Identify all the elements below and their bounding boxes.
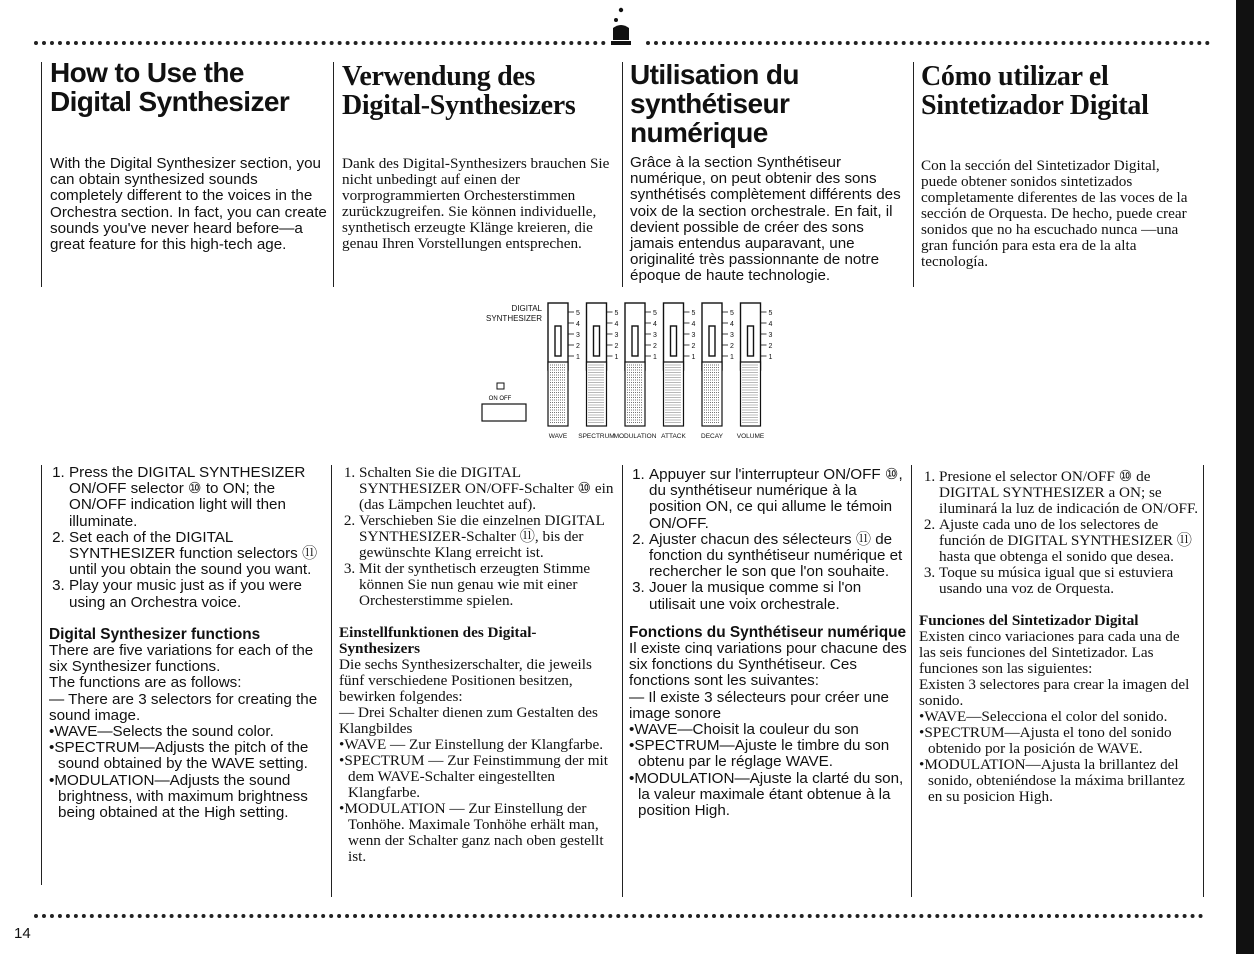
scale-mark: 1 <box>768 354 773 361</box>
scale-mark: 5 <box>730 310 734 317</box>
spanish-title-line: Cómo utilizar el <box>921 61 1109 92</box>
functions-paragraph: The functions are as follows: <box>49 674 242 692</box>
spanish-instructions <box>919 469 1199 805</box>
scale-mark: 2 <box>768 343 773 350</box>
scale-mark: 1 <box>730 354 734 361</box>
german-functions-heading: Einstellfunktionen des Digital-Synthesizers <box>339 624 537 657</box>
german-instructions <box>339 465 617 865</box>
english-title-line: How to Use the <box>50 57 244 88</box>
scale-mark: 1 <box>614 354 619 361</box>
scale-mark: 4 <box>691 321 696 328</box>
column-rule <box>622 62 623 287</box>
functions-paragraph: Il existe cinq variations pour chacune des six fonctions du Synthétiseur. Ces fonctions sont les suivantes: <box>629 640 907 690</box>
scale-mark: 4 <box>653 321 657 328</box>
functions-paragraph: — There are 3 selectors for creating the sound image. <box>49 690 318 724</box>
french-title-line: synthétiseur <box>630 88 790 119</box>
function-item: •SPECTRUM — Zur Feinstimmung der mit dem WAVE-Schalter eingestellten Klangfarbe. <box>339 752 608 801</box>
english-intro-section <box>50 58 328 253</box>
slider-base <box>587 362 607 426</box>
german-title <box>342 62 618 120</box>
page-number: 14 <box>14 925 31 942</box>
scale-mark: 3 <box>768 332 773 339</box>
step-item: 2. Set each of the DIGITAL SYNTHESIZER function selectors ⑪ until you obtain the sound you want. <box>69 530 327 579</box>
scale-mark: 3 <box>730 332 734 339</box>
german-steps <box>339 465 617 609</box>
scale-mark: 2 <box>614 343 619 350</box>
function-item: •SPECTRUM—Adjusts the pitch of the sound obtained by the WAVE setting. <box>49 739 309 773</box>
function-item: •WAVE—Choisit la couleur du son <box>629 721 859 739</box>
step-item: 2. Ajuster chacun des sélecteurs ⑪ de fonction du synthétiseur numérique et rechercher le son que l'on souhaite. <box>649 532 907 581</box>
english-instructions <box>49 465 327 821</box>
column-rule <box>41 62 42 287</box>
function-item: •MODULATION—Ajusta la brillantez del sonido, obteniéndose la máxima brillantez en su posicion High. <box>919 756 1185 805</box>
step-item: 1. Schalten Sie die DIGITAL SYNTHESIZER ON/OFF-Schalter ⑩ ein (das Lämpchen leuchtet auf). <box>359 465 617 513</box>
step-item: 1. Appuyer sur l'interrupteur ON/OFF ⑩, du synthétiseur numérique à la position ON, ce qui allume le témoin ON/OFF. <box>649 467 907 532</box>
function-item: •WAVE—Selects the sound color. <box>49 723 274 741</box>
slider-label: ATTACK <box>661 433 686 440</box>
onoff-label: ON OFF <box>488 396 512 402</box>
column-rule <box>911 465 912 897</box>
functions-paragraph: Existen cinco variaciones para cada una de las seis funciones del Sintetizador. Las funciones son las siguientes: <box>919 628 1180 677</box>
german-functions-body <box>339 657 617 865</box>
step-item: 2. Ajuste cada uno de los selectores de función de DIGITAL SYNTHESIZER ⑪ hasta que obtenga el sonido que desea. <box>939 517 1199 565</box>
panel-label-line: SYNTHESIZER <box>485 314 542 323</box>
functions-paragraph: There are five variations for each of the six Synthesizer functions. <box>49 642 314 676</box>
synthesizer-panel-diagram <box>466 296 776 448</box>
step-item: 1. Press the DIGITAL SYNTHESIZER ON/OFF selector ⑩ to ON; the ON/OFF indication light will then illuminate. <box>69 465 327 530</box>
english-title-line: Digital Synthesizer <box>50 86 290 117</box>
step-item: 3. Toque su música igual que si estuviera usando una voz de Orquesta. <box>939 565 1199 597</box>
scale-mark: 5 <box>691 310 696 317</box>
spanish-steps <box>919 469 1199 597</box>
spanish-title <box>921 62 1199 120</box>
french-intro: Grâce à la section Synthétiseur numérique, on peut obtenir des sons synthétisés complètement différents des voix de la section orchestrale. En fait, il devient possible de créer des sons jamais entendus auparavant, une originalité très passionnante de notre époque de haute technologie. <box>630 154 901 285</box>
slider-base <box>625 362 645 426</box>
slider-label: MODULATION <box>613 433 657 440</box>
english-title <box>50 58 328 116</box>
onoff-indicator-light <box>497 383 504 389</box>
scale-mark: 2 <box>691 343 696 350</box>
column-rule <box>1203 465 1204 897</box>
slider-knob <box>594 326 600 356</box>
column-rule <box>331 465 332 897</box>
column-rule <box>41 465 42 885</box>
scale-mark: 4 <box>768 321 773 328</box>
scale-mark: 1 <box>691 354 696 361</box>
german-title-line: Digital-Synthesizers <box>342 90 576 121</box>
slider-label: VOLUME <box>736 433 765 440</box>
step-item: 3. Play your music just as if you were using an Orchestra voice. <box>69 578 327 610</box>
functions-paragraph: Existen 3 selectores para crear la imagen del sonido. <box>919 676 1190 709</box>
function-item: •SPECTRUM—Ajuste le timbre du son obtenu par le réglage WAVE. <box>629 737 890 771</box>
slider-knob <box>632 326 638 356</box>
step-item: 3. Mit der synthetisch erzeugten Stimme können Sie nun genau wie mit einer Orchesterstimme spielen. <box>359 561 617 609</box>
english-functions-heading: Digital Synthesizer functions <box>49 625 261 643</box>
function-item: •MODULATION—Ajuste la clarté du son, la valeur maximale étant obtenue à la position High. <box>629 769 904 820</box>
function-item: •SPECTRUM—Ajusta el tono del sonido obtenido por la posición de WAVE. <box>919 724 1172 757</box>
scale-mark: 5 <box>653 310 657 317</box>
function-sliders <box>548 303 773 426</box>
slider-knob <box>671 326 677 356</box>
scale-mark: 4 <box>576 321 580 328</box>
binding-edge-mark <box>1236 0 1254 954</box>
scale-mark: 2 <box>576 343 580 350</box>
functions-paragraph: — Il existe 3 sélecteurs pour créer une image sonore <box>629 688 889 722</box>
scale-mark: 5 <box>614 310 619 317</box>
panel-label-line: DIGITAL <box>511 304 542 313</box>
slider-label: DECAY <box>701 433 723 440</box>
french-intro-section <box>630 60 908 285</box>
scale-mark: 5 <box>768 310 773 317</box>
synthesizer-panel-svg <box>466 296 776 448</box>
slider-knob <box>555 326 561 356</box>
function-item: •MODULATION—Adjusts the sound brightness, with maximum brightness being obtained at the High setting. <box>49 771 308 822</box>
column-rule <box>333 62 334 287</box>
french-title-line: numérique <box>630 117 768 148</box>
top-dotted-rule-left <box>34 41 606 45</box>
english-steps <box>49 465 327 611</box>
french-steps <box>629 467 907 613</box>
onoff-button <box>482 404 526 421</box>
french-functions-body <box>629 641 907 819</box>
scale-mark: 2 <box>730 343 734 350</box>
spanish-intro: Con la sección del Sintetizador Digital, puede obtener sonidos sintetizados completamente diferentes de las voces de la sección de Orquesta. De hecho, puede crear sonidos que no ha escuchado nunca —una gran función para esta era de la alta tecnología. <box>921 157 1188 270</box>
spanish-functions-body <box>919 629 1199 805</box>
keyboard-icon <box>609 6 633 46</box>
slider-labels <box>549 433 765 440</box>
function-item: •WAVE—Selecciona el color del sonido. <box>919 708 1168 725</box>
german-intro-section <box>342 62 618 252</box>
top-dotted-rule-right <box>646 41 1210 45</box>
function-item: •WAVE — Zur Einstellung der Klangfarbe. <box>339 736 603 753</box>
scale-mark: 3 <box>576 332 580 339</box>
french-functions-heading: Fonctions du Synthétiseur numérique <box>629 623 907 641</box>
slider-knob <box>748 326 754 356</box>
scale-mark: 3 <box>614 332 619 339</box>
scale-mark: 3 <box>653 332 657 339</box>
column-rule <box>622 465 623 897</box>
spanish-intro-section <box>921 62 1199 270</box>
german-intro: Dank des Digital-Synthesizers brauchen Sie nicht unbedingt auf einen der vorprogrammierten Orchesterstimmen zurückzugreifen. Sie können individuelle, synthetisch erzeugte Klänge kreieren, die genau Ihren Vorstellungen entsprechen. <box>342 155 610 252</box>
scale-mark: 2 <box>653 343 657 350</box>
step-item: 1. Presione el selector ON/OFF ⑩ de DIGITAL SYNTHESIZER a ON; se iluminará la luz de indicación de ON/OFF. <box>939 469 1199 517</box>
scale-mark: 1 <box>576 354 580 361</box>
scale-mark: 1 <box>653 354 657 361</box>
french-title <box>630 60 908 147</box>
slider-label: SPECTRUM <box>578 433 615 440</box>
french-title-line: Utilisation du <box>630 59 799 90</box>
function-item: •MODULATION — Zur Einstellung der Tonhöhe. Maximale Tonhöhe erhält man, wenn der Schalter ganz nach oben gestellt ist. <box>339 800 604 865</box>
functions-paragraph: Die sechs Synthesizerschalter, die jeweils fünf verschiedene Positionen besitzen, bewirken folgendes: <box>339 656 592 705</box>
slider-base <box>741 362 761 426</box>
french-instructions <box>629 467 907 819</box>
slider-knob <box>709 326 715 356</box>
scale-mark: 5 <box>576 310 580 317</box>
scale-mark: 4 <box>730 321 734 328</box>
english-functions-body <box>49 643 327 821</box>
functions-paragraph: — Drei Schalter dienen zum Gestalten des Klangbildes <box>339 704 598 737</box>
bottom-dotted-rule <box>34 914 1204 918</box>
spanish-title-line: Sintetizador Digital <box>921 90 1149 121</box>
column-rule <box>913 62 914 287</box>
slider-base <box>664 362 684 426</box>
scale-mark: 3 <box>691 332 696 339</box>
step-item: 2. Verschieben Sie die einzelnen DIGITAL SYNTHESIZER-Schalter ⑪, bis der gewünschte Klang erreicht ist. <box>359 513 617 561</box>
german-title-line: Verwendung des <box>342 61 536 92</box>
scale-mark: 4 <box>614 321 619 328</box>
slider-label: WAVE <box>548 433 568 440</box>
step-item: 3. Jouer la musique comme si l'on utilisait une voix orchestrale. <box>649 580 907 612</box>
slider-base <box>548 362 568 426</box>
slider-base <box>702 362 722 426</box>
spanish-functions-heading: Funciones del Sintetizador Digital <box>919 612 1139 629</box>
english-intro: With the Digital Synthesizer section, you can obtain synthesized sounds completely different to the voices in the Orchestra section. In fact, you can create sounds you've never heard before—a great feature for this high-tech age. <box>50 155 327 254</box>
